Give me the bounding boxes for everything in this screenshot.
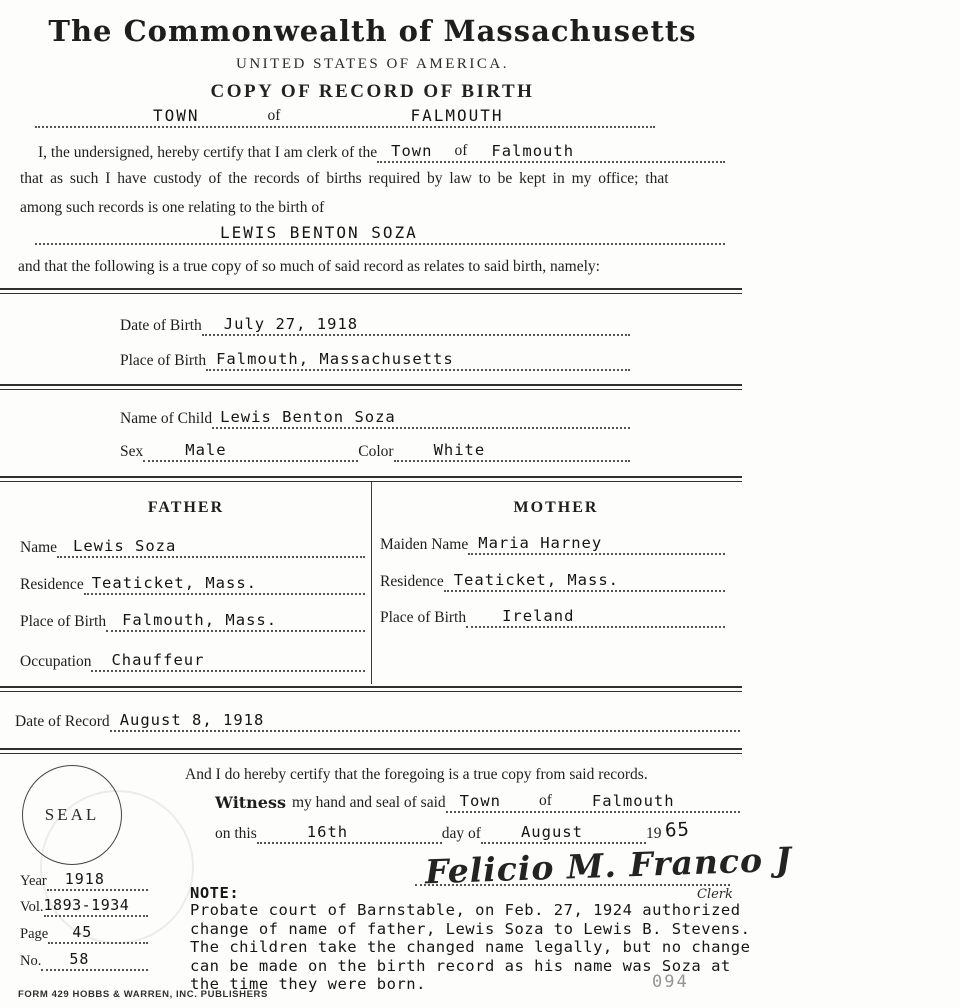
divider-rule-4 — [0, 686, 742, 692]
no-value: 58 — [69, 950, 90, 968]
page-label: Page — [20, 926, 49, 942]
sex-fill — [143, 440, 358, 462]
town-of-fill-line — [35, 106, 655, 128]
witness-row — [215, 791, 740, 813]
mother-maiden-row — [380, 533, 725, 555]
vol-row — [20, 897, 148, 917]
no-label: No. — [20, 953, 42, 969]
document-title: COPY OF RECORD OF BIRTH — [210, 81, 535, 102]
note-line: can be made on the birth record as his name was Soza at — [190, 956, 731, 975]
date-of-birth-row — [120, 314, 630, 336]
place-of-birth-row — [120, 349, 630, 371]
color-value: White — [433, 441, 486, 459]
intro-line4-text: and that the following is a true copy of so much of said record as relates to said birth, namely: — [18, 258, 600, 275]
father-birthplace-fill — [106, 610, 365, 632]
commonwealth-title: The Commonwealth of Massachusetts — [48, 14, 697, 48]
sex-value: Male — [185, 441, 227, 459]
year-row — [20, 871, 148, 891]
father-name-fill — [57, 536, 365, 558]
note-heading: NOTE: — [190, 884, 240, 902]
page-value: 45 — [72, 923, 93, 941]
seal-circle — [22, 765, 122, 865]
name-of-child-label: Name of Child — [120, 410, 213, 427]
date-of-record-value: August 8, 1918 — [119, 711, 265, 729]
note-line: the time they were born. — [190, 975, 426, 993]
fill-town: Town — [391, 142, 433, 160]
father-residence-fill — [84, 573, 365, 595]
clerk-label: Clerk — [697, 887, 733, 902]
date-of-record-row — [15, 710, 740, 732]
year-value: 1918 — [64, 870, 105, 888]
father-heading: FATHER — [147, 499, 225, 516]
father-birthplace-row — [20, 610, 365, 632]
year-printed: 19 — [645, 825, 662, 842]
clerk-signature: Felicio M. Franco J — [424, 839, 793, 892]
mother-maiden-fill — [468, 533, 725, 555]
on-this-label: on this — [215, 825, 257, 842]
intro-line1-fill — [377, 141, 725, 163]
year-handwritten: 65 — [664, 818, 691, 842]
of-word: of — [267, 107, 281, 124]
place-of-birth-label: Place of Birth — [120, 352, 207, 369]
mother-residence-row — [380, 570, 725, 592]
mother-maiden-label: Maiden Name — [380, 536, 469, 553]
intro-line1-text: I, the undersigned, hereby certify that I am clerk of the — [38, 144, 378, 161]
mother-residence-fill — [444, 570, 725, 592]
mother-maiden-value: Maria Harney — [478, 534, 603, 552]
vol-value: 1893-1934 — [43, 896, 130, 914]
day-value: 16th — [306, 823, 349, 841]
page-row — [20, 924, 148, 944]
color-fill — [394, 440, 630, 462]
sex-color-row — [120, 440, 630, 462]
month-fill — [481, 822, 646, 844]
year-label: Year — [20, 873, 47, 889]
name-of-child-value: Lewis Benton Soza — [220, 408, 396, 426]
town-word: TOWN — [153, 106, 200, 125]
intro-line1-row — [20, 141, 725, 163]
day-of-label: day of — [441, 825, 481, 842]
note-line: The children take the changed name legally, but no change — [190, 938, 751, 956]
father-occupation-row — [20, 650, 365, 672]
father-name-label: Name — [20, 539, 58, 556]
page-fill — [48, 922, 148, 944]
witness-of: of — [538, 792, 552, 809]
mother-heading: MOTHER — [513, 499, 599, 516]
vol-fill — [44, 895, 148, 917]
name-of-child-row — [120, 407, 630, 429]
place-of-birth-fill — [206, 349, 630, 371]
witness-city: Falmouth — [591, 792, 675, 810]
child-name-typed: LEWIS BENTON SOZA — [220, 223, 418, 242]
year-fill — [47, 869, 148, 891]
father-name-value: Lewis Soza — [73, 537, 177, 555]
page-number-stamp: 094 — [652, 972, 689, 992]
date-of-record-fill — [110, 710, 740, 732]
seal-text: SEAL — [44, 805, 100, 824]
no-row — [20, 951, 148, 971]
witness-fill — [446, 791, 740, 813]
town-name: FALMOUTH — [410, 106, 504, 125]
father-occupation-label: Occupation — [20, 653, 92, 670]
mother-birthplace-fill — [466, 606, 725, 628]
child-name-fill — [35, 223, 725, 245]
witness-rest: my hand and seal of said — [291, 794, 446, 811]
divider-rule-5 — [0, 748, 742, 754]
mother-residence-label: Residence — [380, 573, 444, 590]
father-occupation-value: Chauffeur — [111, 651, 205, 669]
form-publisher-line: FORM 429 HOBBS & WARREN, INC. PUBLISHERS — [18, 989, 268, 1000]
town-of-line — [35, 106, 655, 128]
date-of-record-label: Date of Record — [15, 713, 110, 730]
father-residence-label: Residence — [20, 576, 84, 593]
mother-birthplace-row — [380, 606, 725, 628]
day-fill — [257, 822, 442, 844]
vol-label: Vol. — [20, 899, 44, 915]
father-birthplace-value: Falmouth, Mass. — [122, 611, 278, 629]
fill-of: of — [454, 142, 468, 159]
date-of-birth-value: July 27, 1918 — [223, 315, 359, 333]
mother-birthplace-label: Place of Birth — [380, 609, 467, 626]
date-of-birth-label: Date of Birth — [120, 317, 202, 334]
father-name-row — [20, 536, 365, 558]
fill-city: Falmouth — [491, 142, 575, 160]
signature-line — [415, 884, 730, 886]
father-residence-value: Teaticket, Mass. — [91, 574, 258, 592]
month-value: August — [520, 823, 583, 841]
father-occupation-fill — [91, 650, 365, 672]
mother-residence-value: Teaticket, Mass. — [453, 571, 620, 589]
father-birthplace-label: Place of Birth — [20, 613, 107, 630]
witness-town: Town — [459, 792, 501, 810]
child-name-row — [35, 223, 725, 245]
mother-birthplace-value: Ireland — [502, 607, 575, 625]
note-line: Probate court of Barnstable, on Feb. 27, 1924 authorized — [190, 901, 741, 919]
date-of-birth-fill — [202, 314, 630, 336]
sex-label: Sex — [120, 443, 144, 460]
witness-word: Witness — [215, 793, 286, 812]
date-line-row — [215, 818, 740, 844]
intro-line2-text: that as such I have custody of the records of births required by law to be kept in my office; that — [20, 170, 669, 187]
country-subtitle: UNITED STATES OF AMERICA. — [236, 56, 509, 72]
color-label: Color — [358, 443, 394, 460]
intro-line3-text: among such records is one relating to the birth of — [20, 199, 325, 216]
divider-rule-2 — [0, 384, 742, 390]
place-of-birth-value: Falmouth, Massachusetts — [216, 350, 454, 368]
divider-rule-1 — [0, 288, 742, 294]
name-of-child-fill — [212, 407, 630, 429]
no-fill — [41, 949, 148, 971]
closing-certify-text: And I do hereby certify that the foregoing is a true copy from said records. — [185, 766, 648, 783]
father-residence-row — [20, 573, 365, 595]
note-line: change of name of father, Lewis Soza to Lewis B. Stevens. — [190, 919, 751, 938]
